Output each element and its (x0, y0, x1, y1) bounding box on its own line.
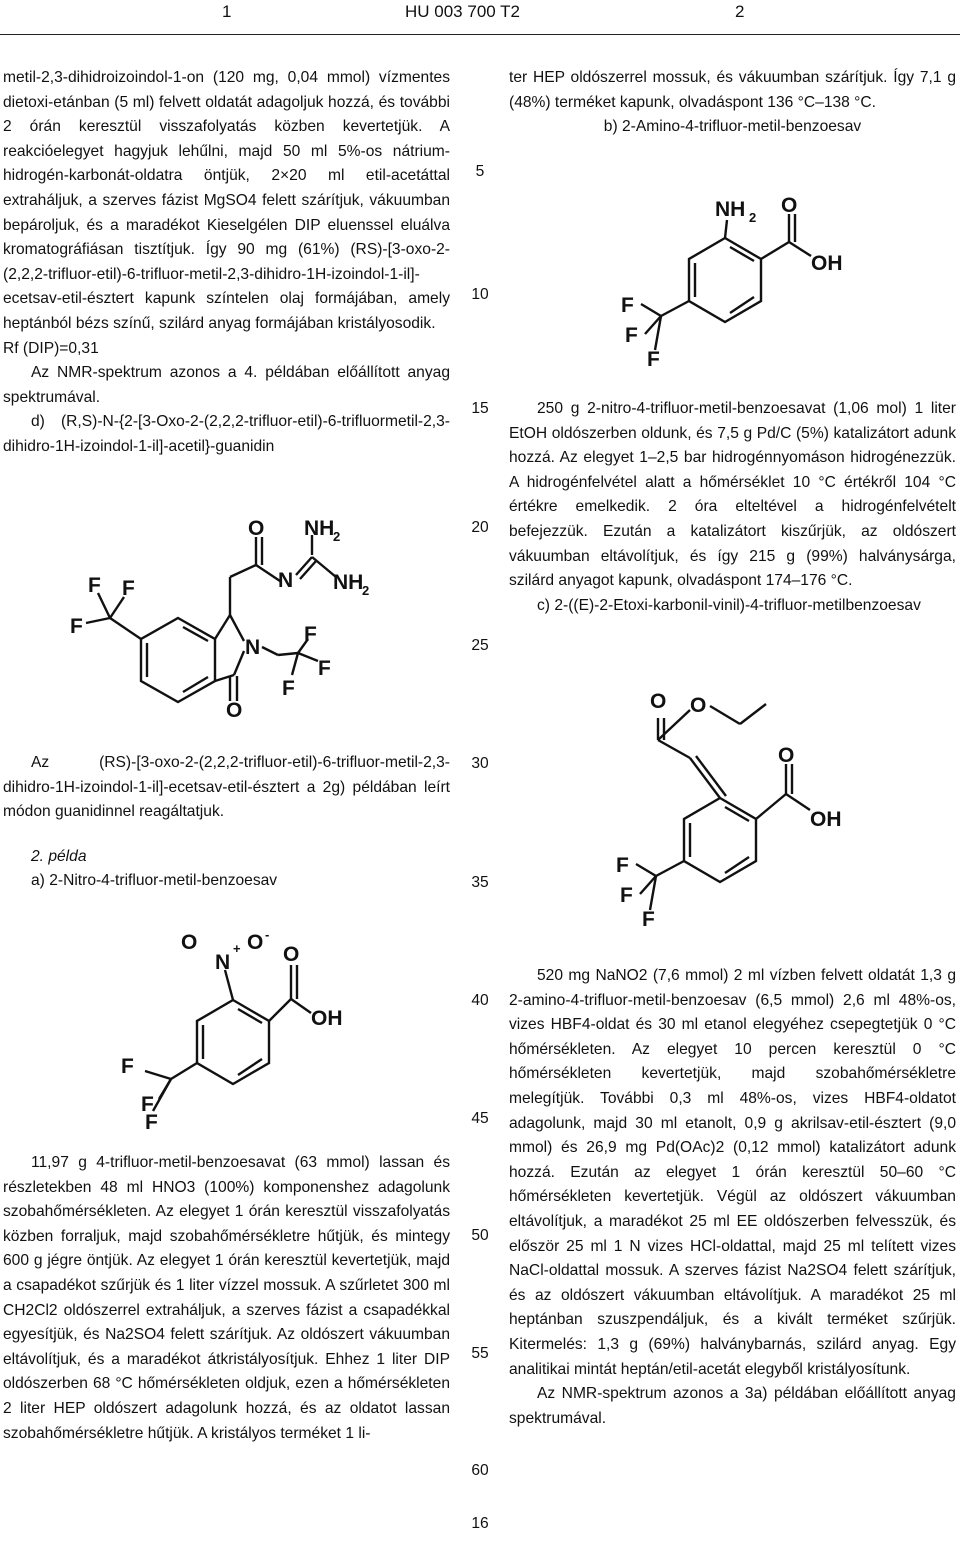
atom-f-4: F (304, 623, 317, 646)
atom-o-bottom: O (226, 699, 243, 720)
atom-nh-right: NH (333, 571, 364, 594)
nmr-note-right: Az NMR-spektrum azonos a 3a) példában előállított anyag spektrumával. (509, 1385, 956, 1427)
atom-minus: - (265, 927, 270, 942)
section-b-title: b) 2-Amino-4-trifluor-metil-benzoesav (603, 118, 862, 136)
nmr-note-left: Az NMR-spektrum azonos a 4. példában előállított anyag spektrumával. (3, 364, 450, 406)
line-number-20: 20 (471, 519, 489, 536)
atom-o-link: O (690, 694, 707, 717)
structure-nitro (105, 925, 355, 1130)
line-number-5: 5 (475, 163, 485, 180)
line-number-15: 15 (471, 400, 489, 417)
section-d-title: d) (R,S)-N-{2-[3-Oxo-2-(2,2,2-trifluor-etil)-6-trifluormetil-2,3-dihidro-1H-izoindol-1-il]-acetil}-guanidin (3, 413, 450, 455)
atom-f-3: F (145, 1111, 158, 1130)
atom-n-nitro: N (215, 951, 231, 974)
line-number-45: 45 (471, 1110, 489, 1127)
line-number-35: 35 (471, 874, 489, 891)
section-a-title: a) 2-Nitro-4-trifluor-metil-benzoesav (31, 872, 278, 890)
atom-n-ring: N (245, 636, 261, 659)
line-number-60: 60 (471, 1462, 489, 1479)
atom-f-3: F (647, 348, 660, 370)
header-rule (0, 34, 960, 35)
atom-f-1: F (616, 854, 629, 877)
atom-o-nitro-right: O (247, 931, 264, 954)
header-left-page-number: 1 (222, 2, 232, 21)
right-column-middle (509, 397, 956, 618)
atom-f-3: F (642, 908, 655, 930)
structure-guanidine (50, 515, 390, 720)
atom-nh-top: NH (304, 517, 335, 540)
atom-o-acid: O (781, 194, 798, 217)
nitro-svg (105, 925, 355, 1130)
line-number-25: 25 (471, 637, 489, 654)
atom-sub2: 2 (749, 210, 757, 225)
structure-amino (605, 190, 875, 370)
left-paragraph-2: Az (RS)-[3-oxo-2-(2,2,2-trifluor-etil)-6-trifluor-metil-2,3-dihidro-1H-izoindol-1-il]-ecetsav-etil-észtert a 2g) példában leírt módon guanidinnel reagáltatjuk. (3, 754, 450, 821)
atom-f-3: F (70, 615, 83, 638)
header-right-page-number: 2 (735, 2, 745, 21)
atom-f-2: F (625, 324, 638, 347)
atom-sub2-top: 2 (333, 529, 341, 544)
atom-f-2: F (122, 577, 135, 600)
atom-nh2: NH (715, 198, 746, 221)
line-number-10: 10 (471, 286, 489, 303)
atom-f-2: F (620, 884, 633, 907)
guanidine-svg (50, 515, 390, 720)
atom-f-1: F (121, 1055, 134, 1078)
atom-o-acid: O (778, 744, 795, 767)
right-paragraph-3: 520 mg NaNO2 (7,6 mmol) 2 ml vízben felvett oldatát 1,3 g 2-amino-4-trifluor-metil-benzoesav (6,5 mmol) 2,6 ml 48%-os, vizes HBF4-oldat és 30 ml etanol elegyéhez csepegtetjük 0 °C hőmérsékleten. Az elegyet 10 percen keresztül 0 °C hőmérsékleten kevertetjük, majd szobahőmérsékletre melegítjük. További 0,3 ml 48%-os, vizes HBF4-oldatot adagolunk, majd 30 ml etanolt, 0,9 g akrilsav-etil-észtert (9,0 mmol) és 26,9 mg Pd(OAc)2 (0,12 mmol) katalizátort adunk hozzá. Ezután az elegyet 1 órán keresztül 50–60 °C hőmérsékleten kevertetjük. Végül az oldószert vákuumban eltávolítjuk, a maradékot 25 ml EE oldószerben felvesszük, és először 25 ml 1 N vizes HCl-oldattal, majd 25 ml telített vizes NaCl-oldattal mossuk. A szerves fázist Na2SO4 felett szárítjuk, és az oldószert vákuumban eltávolítjuk. A maradékot 25 ml heptánban szuszpendáljuk, és a kivált terméket szűrjük. Kitermelés: 1,3 g (69%) halványbarnás, szilárd anyag. Egy analitikai mintát heptán/etil-acetát elegyből kristályosítunk. (509, 967, 956, 1378)
right-column-top (509, 66, 956, 140)
atom-f-6: F (282, 677, 295, 700)
atom-oh: OH (811, 252, 843, 275)
footer-page-number: 16 (471, 1515, 489, 1532)
atom-sub2-right: 2 (362, 583, 370, 598)
section-c-title: c) 2-((E)-2-Etoxi-karbonil-vinil)-4-trifluor-metilbenzoesav (537, 596, 921, 614)
atom-o-acid: O (283, 943, 300, 966)
left-paragraph-1: metil-2,3-dihidroizoindol-1-on (120 mg, 0,04 mmol) vízmentes dietoxi-etánban (5 ml) felvett oldatát adagoljuk hozzá, és további 2 órán keresztül visszafolyatás közben kevertetjük. A reakcióelegyet hagyjuk lehűlni, majd 50 ml 5%-os nátrium-hidrogén-karbonát-oldatra öntjük, 2×20 ml etil-acetáttal extraháljuk, a szerves fázist MgSO4 felett szárítjuk, vákuumban bepároljuk, és a maradékot Kieselgélen DIP eluenssel eluálva kromatográfiásan tisztítjuk. Így 90 mg (61%) (RS)-[3-oxo-2-(2,2,2-trifluor-etil)-6-trifluor-metil-2,3-dihidro-1H-izoindol-1-il]-ecetsav-etil-észtert kapunk színtelen olaj formájában, amely heptánból bézs színű, szilárd anyag formájában kristályosodik. (3, 69, 450, 332)
atom-n-eq: N (278, 569, 294, 592)
atom-f-1: F (88, 574, 101, 597)
atom-f-2: F (141, 1093, 154, 1116)
line-number-50: 50 (471, 1227, 489, 1244)
structure-vinyl (600, 680, 920, 930)
left-paragraph-3: 11,97 g 4-trifluor-metil-benzoesavat (63 mmol) lassan és részletekben 48 ml HNO3 (100%) komponenshez adagolunk szobahőmérsékleten. Az elegyet 1 órán keresztül visszafolyatás közben forraljuk, majd szobahőmérsékletre hűtjük, és mintegy 600 g jégre öntjük. Az elegyet 1 órán keresztül kevertetjük, majd a csapadékot szűrjük és 1 liter vízzel mossuk. A szűrletet 300 ml CH2Cl2 oldószerrel extraháljuk, a szerves fázist a csapadékkal egyesítjük, és Na2SO4 felett szárítjuk. Az oldószert vákuumban eltávolítjuk, és a maradékot átkristályosítjuk. Ehhez 1 liter DIP oldószerben 68 °C hőmérsékleten oldjuk, ezen a hőmérsékleten 2 liter HEP oldószert adagolunk hozzá, és az oldatot lassan szobahőmérsékletre hűtjük. A kristályos terméket 1 li- (3, 1154, 450, 1442)
example-2-heading: 2. példa (31, 847, 87, 865)
atom-f-1: F (621, 294, 634, 317)
line-number-40: 40 (471, 992, 489, 1009)
left-column-middle (3, 751, 450, 894)
rf-value: Rf (DIP)=0,31 (3, 339, 99, 357)
atom-oh: OH (311, 1007, 343, 1030)
left-column-top (3, 66, 450, 460)
atom-o-top: O (248, 517, 265, 540)
atom-f-5: F (318, 657, 331, 680)
line-number-30: 30 (471, 755, 489, 772)
right-paragraph-2: 250 g 2-nitro-4-trifluor-metil-benzoesavat (1,06 mol) 1 liter EtOH oldószerben oldunk, és 7,5 g Pd/C (5%) katalizátort adunk hozzá. Az elegyet 1–2,5 bar hidrogénnyomáson hidrogénezzük. A hidrogénfelvétel alatt a hőmérséklet 10 °C értékről 104 °C értékre emelkedik. 2 óra elteltével a hidrogénfelvételt befejezzük. Ezután a katalizátort kiszűrjük, az oldószert vákuumban eltávolítjuk, és így 215 g (99%) halványsárga, szilárd anyagot kapunk, olvadáspont 174–176 °C. (509, 400, 956, 590)
header-document-id: HU 003 700 T2 (405, 2, 520, 21)
line-number-55: 55 (471, 1345, 489, 1362)
right-paragraph-1: ter HEP oldószerrel mossuk, és vákuumban szárítjuk. Így 7,1 g (48%) terméket kapunk, olvadáspont 136 °C–138 °C. (509, 69, 956, 111)
atom-plus: + (233, 941, 241, 956)
atom-o-ester: O (650, 690, 667, 713)
atom-o-nitro-left: O (181, 931, 198, 954)
atom-oh: OH (810, 808, 842, 831)
vinyl-svg (600, 680, 920, 930)
amino-svg (605, 190, 875, 370)
left-column-bottom (3, 1151, 450, 1446)
right-column-bottom (509, 964, 956, 1431)
